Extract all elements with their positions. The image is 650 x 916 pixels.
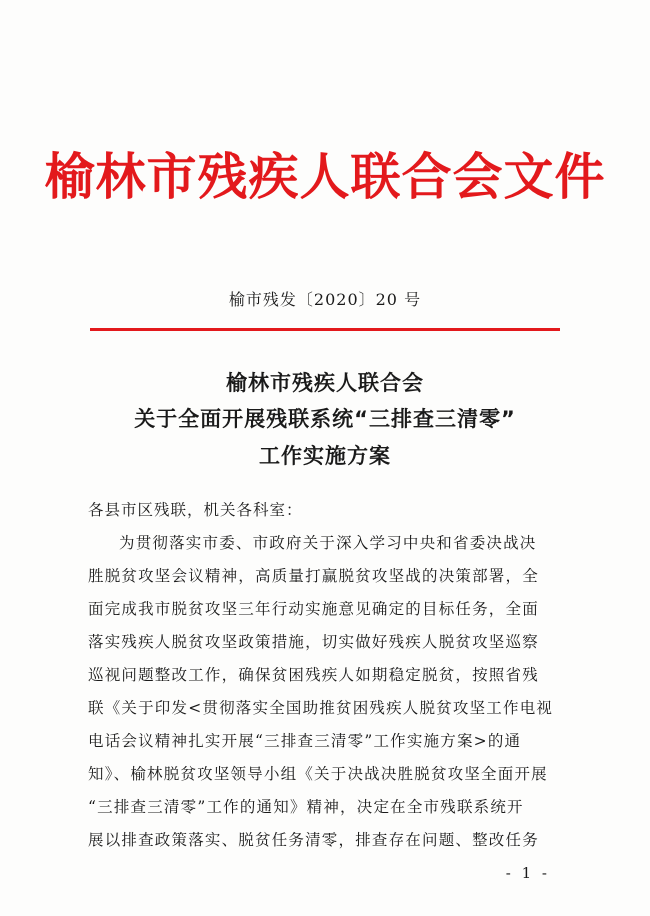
document-title-line-1: 榆林市残疾人联合会 <box>226 371 424 395</box>
salutation: 各县市区残联，机关各科室： <box>88 501 303 519</box>
body-paragraph-line: 展以排查政策落实、脱贫任务清零，排查存在问题、整改任务 <box>88 831 539 849</box>
document-number: 榆市残发〔2020〕20 号 <box>228 290 422 309</box>
document-title-line-2: 关于全面开展残联系统“三排查三清零” <box>134 407 516 431</box>
body-paragraph-line: 电话会议精神扎实开展“三排查三清零”工作实施方案>的通 <box>88 732 522 750</box>
body-paragraph-line: 为贯彻落实市委、市政府关于深入学习中央和省委决战决 <box>119 534 537 552</box>
body-paragraph-line: 胜脱贫攻坚会议精神，高质量打赢脱贫攻坚战的决策部署，全 <box>88 567 539 585</box>
masthead-title: 榆林市残疾人联合会文件 <box>44 148 606 206</box>
red-divider-line <box>90 328 560 331</box>
body-paragraph-line: 知》、榆林脱贫攻坚领导小组《关于决战决胜脱贫攻坚全面开展 <box>88 765 548 783</box>
document-title-line-3: 工作实施方案 <box>259 444 391 468</box>
body-paragraph-line: 联《关于印发<贯彻落实全国助推贫困残疾人脱贫攻坚工作电视 <box>88 699 554 717</box>
body-paragraph-line: 面完成我市脱贫攻坚三年行动实施意见确定的目标任务，全面 <box>88 600 539 618</box>
body-paragraph-line: 巡视问题整改工作，确保贫困残疾人如期稳定脱贫，按照省残 <box>88 666 539 684</box>
page-number: - 1 - <box>505 864 550 882</box>
body-paragraph-line: “三排查三清零”工作的通知》精神，决定在全市残联系统开 <box>88 798 524 816</box>
body-paragraph-line: 落实残疾人脱贫攻坚政策措施，切实做好残疾人脱贫攻坚巡察 <box>88 633 539 651</box>
